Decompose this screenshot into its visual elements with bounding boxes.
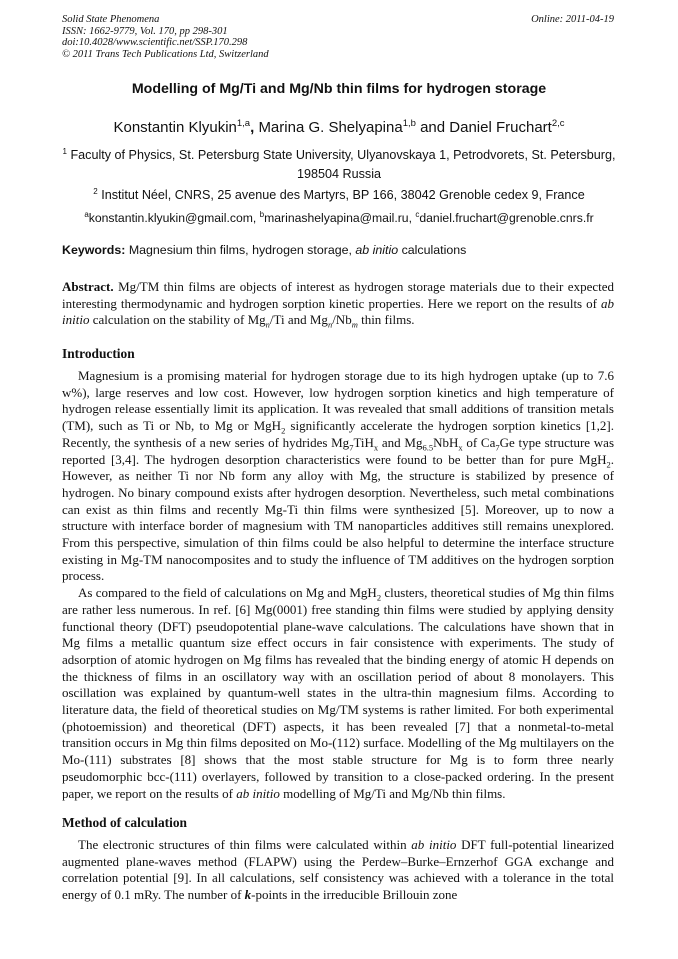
author-sup: 1,a — [236, 118, 251, 129]
subscript: 6.5 — [422, 442, 434, 453]
text: -points in the irreducible Brillouin zone — [251, 887, 458, 903]
text: modelling of Mg/Ti and Mg/Nb thin films. — [283, 785, 506, 801]
abstract-text: calculation on the stability of Mg — [92, 312, 266, 328]
subscript: m — [351, 320, 358, 330]
paragraph — [62, 837, 614, 904]
text: DFT full-potential linearized augmented plane-waves method (FLAPW) using the Perdew–Burke–Ernzerhof GGA exchange and correlation potential [9]. In all calculations, self consistency was achieved with a tolerance in the total energy of 0.1 mRy. The number of — [62, 837, 614, 903]
text: of Ca — [466, 434, 496, 450]
method-body — [62, 837, 614, 904]
text: Magnesium is a promising material for hydrogen storage due to its high hydrogen uptake (up to 7.6 w%), large reserves and low cost. However, low hydrogen sorption kinetics and high temperature of hydrogen release essentially limit its application. It was revealed that small additions of transition metals (TM), such as Ti or Nb, to Mg or MgH — [62, 368, 614, 434]
italic-term: ab initio — [411, 837, 457, 852]
email-link[interactable]: daniel.fruchart@grenoble.cnrs.fr — [419, 211, 594, 226]
subscript: x — [373, 442, 379, 453]
subscript: 7 — [349, 442, 354, 453]
text: TiH — [353, 434, 374, 450]
journal-header — [62, 14, 269, 60]
text: As compared to the field of calculations on Mg and MgH — [78, 585, 377, 601]
section-heading-method: Method of calculation — [62, 815, 187, 830]
italic-term: ab initio — [236, 785, 280, 801]
keywords-italic: ab initio — [355, 243, 399, 257]
subscript: 2 — [606, 459, 611, 470]
subscript: 2 — [376, 592, 382, 603]
email-link[interactable]: marinashelyapina@mail.ru, — [264, 211, 412, 226]
abstract-text: /Ti and Mg — [269, 312, 328, 328]
italic-term: ab initio — [62, 295, 614, 328]
abstract-label: Abstract. — [62, 279, 114, 294]
abstract-text: /Nb — [332, 312, 352, 328]
affiliation-2 — [60, 182, 618, 205]
copyright-line: © 2011 Trans Tech Publications Ltd, Switzerland — [62, 48, 269, 60]
subscript: n — [265, 320, 270, 330]
online-date: Online: 2011-04-19 — [531, 14, 614, 25]
section-heading-introduction: Introduction — [62, 346, 135, 361]
abstract — [62, 279, 614, 329]
paragraph — [62, 368, 614, 585]
author-list: Konstantin Klyukin$^{1,a}$, Marina G. Shelyapina$^{1,b}$ and Daniel Fruchart$^{2,c}$ — [113, 118, 565, 136]
email-line — [60, 205, 618, 228]
keywords — [62, 243, 622, 257]
doi-line[interactable]: doi:10.4028/www.scientific.net/SSP.170.298 — [62, 37, 248, 49]
affiliation-sup: 1 — [62, 147, 67, 156]
affiliation-1 — [60, 142, 618, 184]
keywords-label: Keywords: — [62, 243, 126, 257]
subscript: n — [327, 320, 333, 330]
author-sup: 2,c — [551, 118, 565, 129]
subscript: 7 — [495, 442, 500, 453]
text: The electronic structures of thin films were calculated within — [78, 837, 407, 852]
text: and Mg — [381, 434, 423, 450]
email-link[interactable]: konstantin.klyukin@gmail.com, — [88, 211, 257, 226]
paragraph — [62, 585, 614, 802]
author-name: Marina G. Shelyapina — [258, 119, 403, 136]
affiliation-text: Institut Néel, CNRS, 25 avenue des Martyrs, BP 166, 38042 Grenoble cedex 9, France — [101, 188, 585, 203]
subscript: x — [458, 442, 463, 453]
introduction-body — [62, 368, 614, 802]
author-name: Konstantin Klyukin — [113, 119, 237, 136]
text: significantly accelerate the hydrogen sorption kinetics [1,2]. Recently, the synthesis of a new series of hydrides Mg — [62, 418, 615, 450]
text: clusters, theoretical studies of Mg thin films are rather less numerous. In ref. [6] Mg(0001) free standing thin films were studied by applying density functional theory (DFT) pseudopotential plane-wave calculations. The calculations have shown that in Mg films a metallic quantum size effect occurs in fair consistence with experiments. The study of adsorption of atomic hydrogen on Mg films has revealed that the binding energy of atomic H depends on the thickness of films in an oscillatory way with an oscillation period of about 8 monolayers. This oscillation was explained by quantum-well states in the ultra-thin magnesium films. According to literature data, the field of theoretical studies on Mg/TM systems is rather limited. For both experimental (photoemission) and theoretical (DFT) aspects, it has been revealed [7] that a nonmetal-to-metal transition occurs in Mg thin films deposited on Mo-(112) surface. Modelling of the Mg multilayers on the Mo-(111) substrates [8] shows that the most stable structure for Mg is to form three nearly pseudomorphic bcc-(111) overlayers, followed by transition to a close-packed ordering. In the present paper, we report on the results of — [62, 585, 614, 801]
affiliation-text: Faculty of Physics, St. Petersburg State University, Ulyanovskaya 1, Petrodvorets, St. Petersburg, 198504 Russia — [70, 148, 616, 182]
author-and: and — [420, 119, 446, 136]
issn-line: ISSN: 1662-9779, Vol. 170, pp 298-301 — [62, 25, 228, 37]
email-sup: c — [415, 210, 420, 219]
author-name: Daniel Fruchart — [449, 119, 552, 136]
text: Ge type structure was reported [3,4]. The hydrogen desorption characteristics were found to be better than for pure MgH — [62, 434, 615, 467]
abstract-text: thin films. — [361, 312, 415, 328]
abstract-text: Mg/TM thin films are objects of interest as hydrogen storage materials due to their expected interesting thermodynamic and hydrogen sorption kinetic properties. Here we report on the results of — [62, 279, 614, 311]
email-sup: a — [84, 210, 89, 219]
affiliation-sup: 2 — [93, 187, 98, 196]
author-sup: 1,b — [402, 118, 416, 129]
bold-italic-symbol: k — [244, 887, 252, 903]
paper-title: Modelling of Mg/Ti and Mg/Nb thin films for hydrogen storage — [131, 81, 547, 97]
journal-name: Solid State Phenomena — [62, 14, 160, 25]
keywords-text: calculations — [401, 243, 467, 257]
subscript: 2 — [281, 425, 286, 436]
keywords-text: Magnesium thin films, hydrogen storage, — [128, 243, 352, 257]
text: . However, as neither Ti nor Nb form any alloy with Mg, the structure is stabilized by presence of hydrogen. No binary compound exists after hydrogen desorption. Nevertheless, such metal combinations can exist as thin films and recently Mg-Ti thin films were synthesized [5]. Moreover, up to now a structure with interface border of magnesium with TM nanoparticles additives still remains unexplored. From this perspective, simulation of thin films could be also helpful to determine the interface structure existing in Mg-TM nanocomposites and to study the influence of TM additives on the hydrogen sorption process. — [62, 451, 614, 584]
text: NbH — [433, 434, 459, 450]
email-sup: b — [259, 210, 265, 219]
